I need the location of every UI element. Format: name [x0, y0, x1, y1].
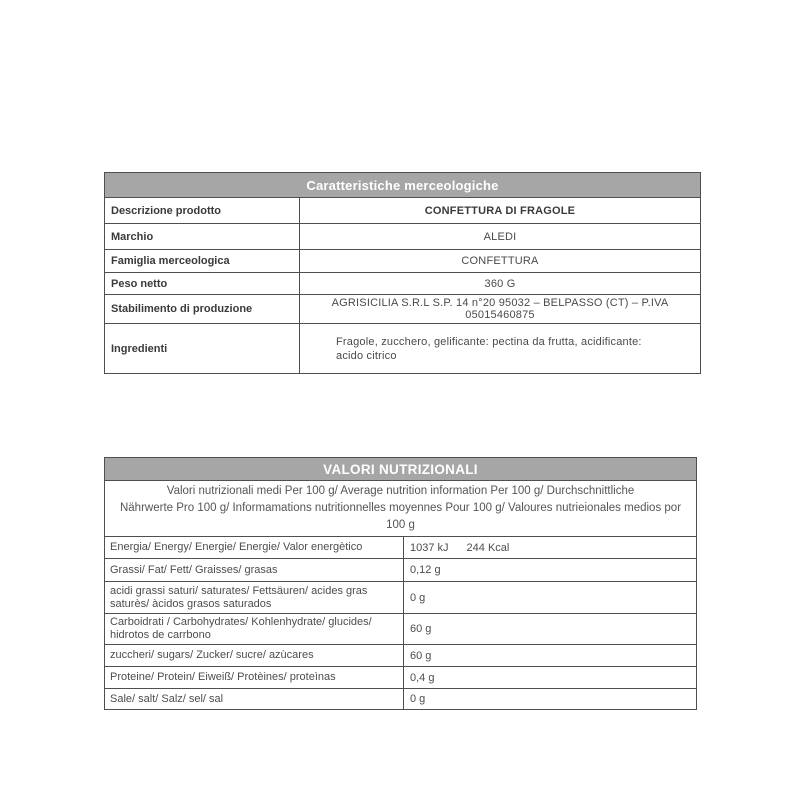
product-characteristics-table	[104, 172, 701, 374]
table-row-acidi-grassi-saturi	[105, 582, 697, 614]
table-row-famiglia-merceologica	[105, 250, 701, 273]
row-value: 0,12 g	[404, 559, 697, 582]
row-value: CONFETTURA DI FRAGOLE	[300, 198, 701, 224]
subtitle-line-2: Nährwerte Pro 100 g/ Informamations nutritionnelles moyennes Pour 100 g/ Valoures nutrieionales medios por 100 g	[119, 502, 682, 531]
row-label: Famiglia merceologica	[105, 250, 300, 273]
nutrition-table-title: VALORI NUTRIZIONALI	[105, 458, 697, 481]
table-row-peso-netto	[105, 273, 701, 295]
table-row-marchio	[105, 224, 701, 250]
table-row-ingredienti	[105, 324, 701, 374]
energy-kcal-value: 244 Kcal	[466, 541, 510, 554]
table-row-zuccheri	[105, 645, 697, 667]
row-value: 0,4 g	[404, 667, 697, 689]
ingredients-line-1: Fragole, zucchero, gelificante: pectina da frutta, acidificante:	[336, 335, 642, 348]
table-row-descrizione-prodotto	[105, 198, 701, 224]
nutrition-table-header-row	[105, 458, 697, 481]
row-label: Stabilimento di produzione	[105, 295, 300, 324]
row-value: 0 g	[404, 582, 697, 614]
row-value: 60 g	[404, 614, 697, 645]
subtitle-line-1: Valori nutrizionali medi Per 100 g/ Average nutrition information Per 100 g/ Durchschnittliche	[166, 485, 635, 497]
row-value: ALEDI	[300, 224, 701, 250]
row-label: Energia/ Energy/ Energie/ Energie/ Valor energètico	[105, 537, 404, 559]
row-label: acidi grassi saturi/ saturates/ Fettsäuren/ acides gras saturès/ àcidos grasos saturados	[105, 582, 404, 614]
product-table-header-row	[105, 173, 701, 198]
nutrition-table-subtitle	[105, 481, 697, 537]
row-value	[300, 324, 701, 374]
nutrition-values-table	[104, 457, 697, 710]
row-value: 60 g	[404, 645, 697, 667]
table-row-stabilimento-di-produzione	[105, 295, 701, 324]
row-value: 0 g	[404, 689, 697, 710]
table-row-carboidrati	[105, 614, 697, 645]
product-table-title: Caratteristiche merceologiche	[105, 173, 701, 198]
row-value: CONFETTURA	[300, 250, 701, 273]
table-row-proteine	[105, 667, 697, 689]
row-label: Carboidrati / Carbohydrates/ Kohlenhydrate/ glucides/ hidrotos de carrbono	[105, 614, 404, 645]
table-row-grassi	[105, 559, 697, 582]
row-label: Descrizione prodotto	[105, 198, 300, 224]
row-label: Marchio	[105, 224, 300, 250]
row-value	[404, 537, 697, 559]
row-label: Proteine/ Protein/ Eiweiß/ Protèines/ proteìnas	[105, 667, 404, 689]
row-value: AGRISICILIA S.R.L S.P. 14 n°20 95032 – BELPASSO (CT) – P.IVA 05015460875	[300, 295, 701, 324]
row-label: Sale/ salt/ Salz/ sel/ sal	[105, 689, 404, 710]
nutrition-table-subtitle-row	[105, 481, 697, 537]
row-value: 360 G	[300, 273, 701, 295]
energy-kj-value: 1037 kJ	[410, 541, 449, 554]
row-label: Grassi/ Fat/ Fett/ Graisses/ grasas	[105, 559, 404, 582]
row-label: Ingredienti	[105, 324, 300, 374]
table-row-sale	[105, 689, 697, 710]
table-row-energia	[105, 537, 697, 559]
row-label: zuccheri/ sugars/ Zucker/ sucre/ azùcares	[105, 645, 404, 667]
row-label: Peso netto	[105, 273, 300, 295]
ingredients-line-2: acido citrico	[336, 349, 397, 362]
